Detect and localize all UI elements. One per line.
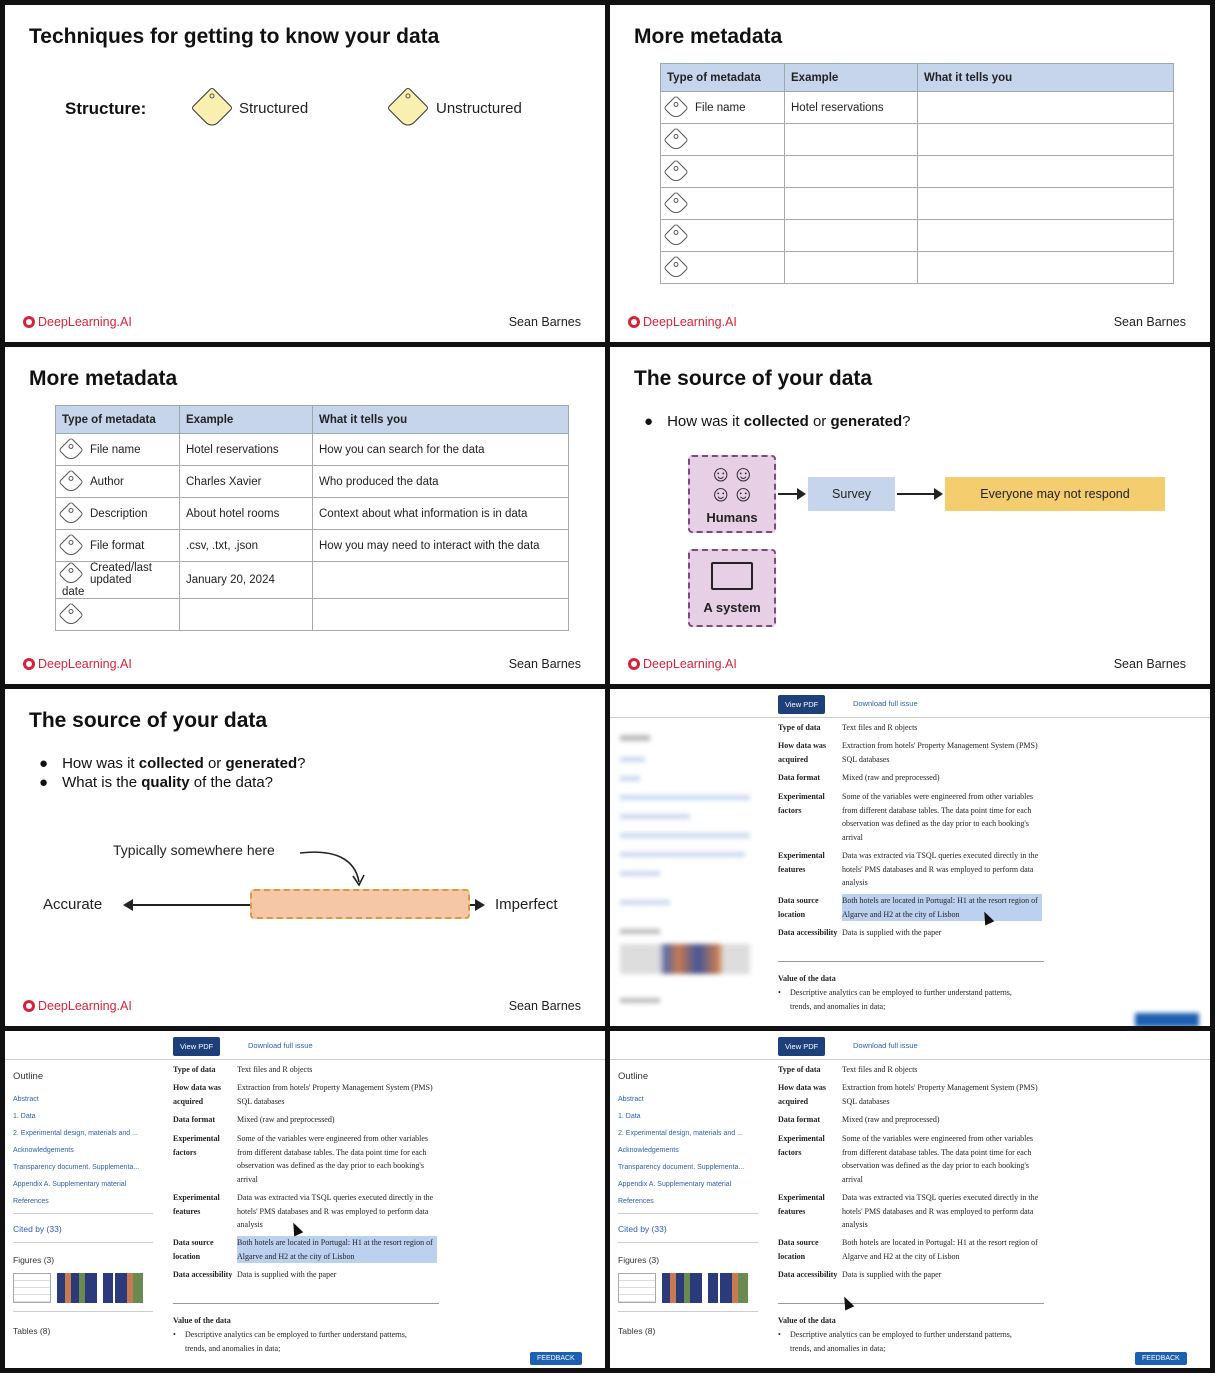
system-box: A system: [688, 549, 776, 627]
figure-thumbnails[interactable]: [618, 1273, 758, 1303]
table-row: [661, 156, 1174, 188]
tables-heading: Tables (8): [618, 1326, 656, 1336]
arrow-left-icon: [123, 899, 133, 911]
brand-logo: DeepLearning.AI: [628, 315, 737, 329]
brand-logo: DeepLearning.AI: [23, 999, 132, 1013]
table-row: Created/last updated date January 20, 2024: [56, 562, 569, 599]
unstructured-label: Unstructured: [436, 100, 522, 117]
outline-item[interactable]: 2. Experimental design, materials and ...: [13, 1130, 138, 1137]
specifications-table: Type of data Text files and R objects How data was acquired Extraction from hotels' Property Management System (PMS) SQL databases Data format Mixed (raw and preprocessed) Experimental factors Some of the variables were engineered from other variables from different database tables. The data point time for each observation was defined as the day prior to each booking's arrival Experimental features Data was extracted via TSQL queries executed directly in the hotels' PMS databases and R was employed to perform data analysis Data source location Both hotels are located in Portugal: H1 at the resort region of Algarve and H2 at the city of Lisbon Data accessibility Data is supplied with the paper Value of the data • Descriptive analytics can be employed to further understand patterns, trends, and anomalies in data;: [173, 1063, 443, 1363]
tag-icon: [58, 469, 83, 494]
brand-logo: DeepLearning.AI: [23, 657, 132, 671]
outline-item[interactable]: References: [618, 1198, 654, 1205]
outline-panel: [618, 1071, 758, 1336]
author: Sean Barnes: [508, 315, 581, 329]
table-row: [56, 599, 569, 631]
outline-item[interactable]: Appendix A. Supplementary material: [13, 1181, 127, 1188]
metadata-table: [660, 63, 1174, 284]
structured-label: Structured: [239, 100, 309, 117]
bullet-collected: ● How was it collected or generated?: [39, 755, 306, 772]
figures-heading: Figures (3): [618, 1255, 660, 1265]
feedback-button[interactable]: FEEDBACK: [1135, 1352, 1187, 1365]
header-example: Example: [785, 64, 918, 92]
tag-icon: [663, 191, 688, 216]
monitor-icon: [711, 562, 753, 590]
outline-item[interactable]: Abstract: [618, 1096, 644, 1103]
bullet-collected: ● How was it collected or generated?: [644, 413, 911, 430]
slide-title: More metadata: [29, 367, 178, 390]
download-link[interactable]: Download full issue: [853, 1041, 918, 1050]
outline-item[interactable]: Acknowledgements: [13, 1147, 74, 1154]
download-link[interactable]: Download full issue: [853, 699, 918, 708]
slide-source-1: [610, 347, 1210, 684]
slide-techniques: [5, 5, 605, 342]
header-type: Type of metadata: [56, 406, 180, 434]
tag-icon: [58, 501, 83, 526]
tables-heading: Tables (8): [13, 1326, 51, 1336]
curved-arrow-icon: [295, 844, 375, 889]
header-type: Type of metadata: [661, 64, 785, 92]
slide-title: The source of your data: [29, 709, 268, 732]
outline-panel: [13, 1071, 153, 1336]
outline-item[interactable]: 1. Data: [13, 1113, 36, 1120]
header-example: Example: [180, 406, 313, 434]
article-view-3: [610, 1031, 1210, 1368]
tag-icon: [663, 255, 688, 280]
tag-icon: [58, 437, 83, 462]
specifications-table: Type of data Text files and R objects How data was acquired Extraction from hotels' Property Management System (PMS) SQL databases Data format Mixed (raw and preprocessed) Experimental factors Some of the variables were engineered from other variables from different database tables. The data point time for each observation was defined as the day prior to each booking's arrival Experimental features Data was extracted via TSQL queries executed directly in the hotels' PMS databases and R was employed to perform data analysis Data source location Both hotels are located in Portugal: H1 at the resort region of Algarve and H2 at the city of Lisbon Data accessibility Data is supplied with the paper Value of the data • Descriptive analytics can be employed to further understand patterns, trends, and anomalies in data;: [778, 721, 1048, 1021]
arrow-icon: [897, 493, 941, 495]
table-row: File name Hotel reservations How you can search for the data: [56, 434, 569, 466]
slide-title: The source of your data: [634, 367, 873, 390]
annotation-text: Typically somewhere here: [113, 842, 275, 858]
outline-item[interactable]: References: [13, 1198, 49, 1205]
structure-label: Structure:: [65, 99, 147, 118]
accurate-label: Accurate: [43, 896, 103, 913]
brand-logo: DeepLearning.AI: [628, 657, 737, 671]
outline-item[interactable]: 2. Experimental design, materials and ...: [618, 1130, 743, 1137]
view-pdf-button[interactable]: View PDF: [173, 1037, 220, 1056]
outline-item[interactable]: 1. Data: [618, 1113, 641, 1120]
download-link[interactable]: Download full issue: [248, 1041, 313, 1050]
figures-heading: Figures (3): [13, 1255, 55, 1265]
header-tells: What it tells you: [313, 406, 569, 434]
arrow-right-icon: [475, 899, 485, 911]
survey-box: Survey: [808, 477, 895, 511]
highlight-region: [250, 889, 470, 919]
feedback-button[interactable]: FEEDBACK: [530, 1352, 582, 1365]
bullet-quality: ● What is the quality of the data?: [39, 774, 274, 791]
outline-title: Outline: [13, 1071, 44, 1082]
tag-icon: [663, 223, 688, 248]
table-row: File name Hotel reservations: [661, 92, 1174, 124]
figure-thumbnails[interactable]: [13, 1273, 153, 1303]
imperfect-label: Imperfect: [495, 896, 558, 913]
people-icon: ☺☺ ☺☺: [709, 460, 755, 506]
tag-icon: [663, 95, 688, 120]
author: Sean Barnes: [508, 999, 581, 1013]
tag-icon: [58, 602, 83, 627]
header-tells: What it tells you: [918, 64, 1174, 92]
author: Sean Barnes: [1113, 657, 1186, 671]
respond-box: Everyone may not respond: [945, 477, 1165, 511]
outline-item[interactable]: Transparency document. Supplementa...: [13, 1164, 140, 1171]
author: Sean Barnes: [508, 657, 581, 671]
table-row: [661, 252, 1174, 284]
table-row: Author Charles Xavier Who produced the data: [56, 466, 569, 498]
outline-item[interactable]: Appendix A. Supplementary material: [618, 1181, 732, 1188]
metadata-table: [55, 405, 569, 631]
tag-icon: [197, 93, 227, 128]
humans-box: ☺☺ ☺☺ Humans: [688, 455, 776, 533]
tag-icon: [58, 533, 83, 558]
table-row: Description About hotel rooms Context about what information is in data: [56, 498, 569, 530]
cited-by-link[interactable]: Cited by (33): [13, 1224, 62, 1234]
outline-title: Outline: [618, 1071, 649, 1082]
article-view-2: [5, 1031, 605, 1368]
slide-title: Techniques for getting to know your data: [29, 25, 440, 48]
table-row: [661, 188, 1174, 220]
table-row: [661, 220, 1174, 252]
cited-by-link[interactable]: Cited by (33): [618, 1224, 667, 1234]
slide-source-2: [5, 689, 605, 1026]
slide-more-metadata-1: [610, 5, 1210, 342]
table-row: [661, 124, 1174, 156]
tag-icon: [663, 159, 688, 184]
tag-icon: [393, 93, 423, 128]
arrow-icon: [778, 493, 804, 495]
slide-more-metadata-2: [5, 347, 605, 684]
outline-item[interactable]: Acknowledgements: [618, 1147, 679, 1154]
brand-logo: DeepLearning.AI: [23, 315, 132, 329]
author: Sean Barnes: [1113, 315, 1186, 329]
outline-item[interactable]: Transparency document. Supplementa...: [618, 1164, 745, 1171]
tag-icon: [663, 127, 688, 152]
view-pdf-button[interactable]: View PDF: [778, 1037, 825, 1056]
outline-item[interactable]: Abstract: [13, 1096, 39, 1103]
article-view-1: [610, 689, 1210, 1026]
table-row: File format .csv, .txt, .json How you may need to interact with the data: [56, 530, 569, 562]
slide-title: More metadata: [634, 25, 783, 48]
outline-blurred: [620, 729, 760, 1009]
specifications-table: Type of data Text files and R objects How data was acquired Extraction from hotels' Property Management System (PMS) SQL databases Data format Mixed (raw and preprocessed) Experimental factors Some of the variables were engineered from other variables from different database tables. The data point time for each observation was defined as the day prior to each booking's arrival Experimental features Data was extracted via TSQL queries executed directly in the hotels' PMS databases and R was employed to perform data analysis Data source location Both hotels are located in Portugal: H1 at the resort region of Algarve and H2 at the city of Lisbon Data accessibility Data is supplied with the paper Value of the data • Descriptive analytics can be employed to further understand patterns, trends, and anomalies in data;: [778, 1063, 1048, 1363]
view-pdf-button[interactable]: View PDF: [778, 695, 825, 714]
